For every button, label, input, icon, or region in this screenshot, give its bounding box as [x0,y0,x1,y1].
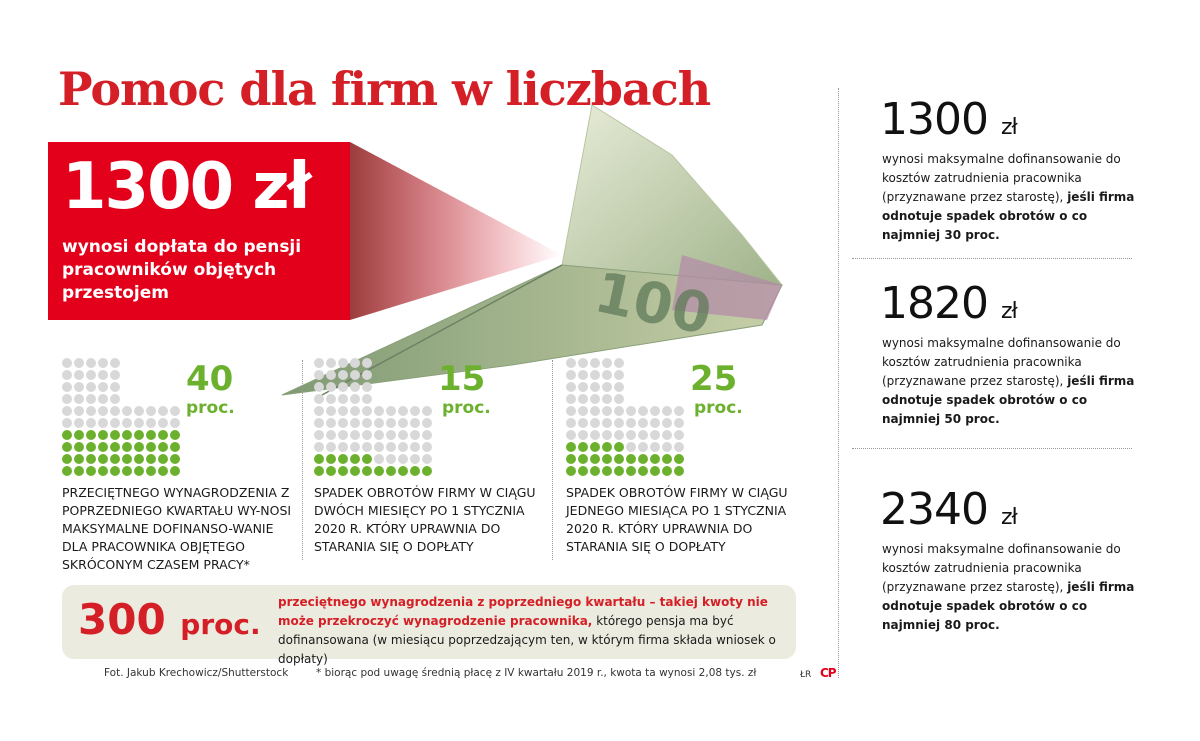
grid-dot [326,406,336,416]
grid-dot [626,406,636,416]
grid-dot [338,418,348,428]
grid-dot [62,466,72,476]
grid-dot [326,370,336,380]
grid-dot [338,382,348,392]
grid-dot [110,442,120,452]
grid-dot [626,430,636,440]
grid-dot [614,394,624,404]
grid-dot [362,406,372,416]
grid-dot [566,406,576,416]
grid-dot [122,442,132,452]
grid-dot [122,430,132,440]
grid-dot [386,442,396,452]
grid-dot [566,454,576,464]
grid-dot [602,382,612,392]
grid-dot [410,406,420,416]
grid-dot [326,442,336,452]
grid-dot [674,454,684,464]
grid-dot [602,466,612,476]
grid-dot [338,466,348,476]
grid-dot [338,442,348,452]
grid-dot [602,442,612,452]
bottom-unit: proc. [180,608,261,641]
divider [302,360,303,560]
grid-dot [350,406,360,416]
grid-dot [626,466,636,476]
grid-dot [590,358,600,368]
grid-dot [566,382,576,392]
grid-dot [626,442,636,452]
grid-dot [422,406,432,416]
grid-dot [386,430,396,440]
grid-dot [566,442,576,452]
grid-dot [578,394,588,404]
grid-dot [590,406,600,416]
grid-dot [314,406,324,416]
grid-dot [314,430,324,440]
right-description [882,150,1142,245]
grid-dot [614,442,624,452]
grid-dot [650,418,660,428]
grid-dot [326,466,336,476]
grid-dot [662,418,672,428]
grid-dot [614,370,624,380]
grid-dot [350,370,360,380]
hero-amount: 1300 zł [62,150,310,224]
grid-dot [638,466,648,476]
grid-dot [602,454,612,464]
grid-dot [86,358,96,368]
grid-dot [74,466,84,476]
grid-dot [338,430,348,440]
grid-dot [350,358,360,368]
grid-dot [134,418,144,428]
grid-dot [638,406,648,416]
grid-dot [602,430,612,440]
grid-dot [626,454,636,464]
grid-dot [74,430,84,440]
grid-dot [326,358,336,368]
grid-dot [98,442,108,452]
bottom-highlight: przeciętnego wynagrodzenia z poprzedniego kwartału – takiej kwoty nie może przekroczyć wynagrodzenie pracownika, [278,595,768,628]
stat-unit: proc. [442,398,491,418]
grid-dot [86,394,96,404]
grid-dot [614,418,624,428]
banknote-digits: 100 [589,260,717,349]
desc-plain: wynosi maksymalne dofinansowanie do kosztów zatrudnienia pracownika (przyznawane przez starostę), [882,152,1121,204]
footnote: * biorąc pod uwagę średnią płacę z IV kwartału 2019 r., kwota ta wynosi 2,08 tys. zł [316,667,757,679]
grid-dot [74,406,84,416]
grid-dot [674,466,684,476]
grid-dot [578,442,588,452]
grid-dot [62,394,72,404]
stat-unit: proc. [694,398,743,418]
grid-dot [614,466,624,476]
grid-dot [314,370,324,380]
grid-dot [326,454,336,464]
grid-dot [386,454,396,464]
grid-dot [386,418,396,428]
divider [852,448,1132,449]
grid-dot [170,430,180,440]
grid-dot [638,454,648,464]
grid-dot [314,442,324,452]
grid-dot [602,358,612,368]
grid-dot [146,418,156,428]
grid-dot [578,466,588,476]
right-amount [880,94,1017,145]
grid-dot [590,394,600,404]
grid-dot [326,382,336,392]
grid-dot [422,454,432,464]
grid-dot [410,454,420,464]
grid-dot [386,406,396,416]
grid-dot [662,442,672,452]
amount-value: 1300 [880,94,988,145]
stat-value: 40 [186,359,234,399]
grid-dot [110,394,120,404]
grid-dot [362,394,372,404]
grid-dot [134,430,144,440]
grid-dot [110,418,120,428]
grid-dot [566,394,576,404]
bottom-percentage [78,595,261,644]
grid-dot [158,418,168,428]
stat-value: 15 [438,359,486,399]
grid-dot [86,466,96,476]
grid-dot [98,370,108,380]
bottom-rest: którego pensja ma być dofinansowana (w miesiącu poprzedzającym ten, w którym firma składa wniosek o dopłaty) [278,614,776,666]
grid-dot [110,454,120,464]
grid-dot [590,442,600,452]
grid-dot [62,442,72,452]
grid-dot [98,430,108,440]
grid-dot [110,358,120,368]
grid-dot [74,418,84,428]
grid-dot [74,370,84,380]
grid-dot [374,442,384,452]
divider [852,258,1132,259]
grid-dot [638,442,648,452]
grid-dot [650,430,660,440]
grid-dot [350,454,360,464]
grid-dot [602,418,612,428]
grid-dot [110,406,120,416]
grid-dot [314,418,324,428]
grid-dot [578,406,588,416]
grid-dot [98,382,108,392]
grid-dot [62,454,72,464]
grid-dot [638,418,648,428]
grid-dot [146,454,156,464]
grid-dot [74,358,84,368]
grid-dot [338,358,348,368]
grid-dot [362,382,372,392]
grid-dot [74,394,84,404]
grid-dot [422,466,432,476]
grid-dot [614,430,624,440]
right-amount [880,278,1017,329]
grid-dot [590,382,600,392]
grid-dot [626,418,636,428]
grid-dot [170,442,180,452]
stat-value: 25 [690,359,738,399]
desc-bold: jeśli firma odnotuje spadek obrotów o co najmniej 30 proc. [882,190,1135,242]
grid-dot [386,466,396,476]
grid-dot [410,430,420,440]
grid-dot [146,466,156,476]
grid-dot [98,466,108,476]
grid-dot [170,406,180,416]
grid-dot [638,430,648,440]
grid-dot [662,406,672,416]
divider [552,360,553,560]
grid-dot [566,466,576,476]
grid-dot [602,394,612,404]
grid-dot [674,406,684,416]
grid-dot [134,406,144,416]
grid-dot [74,454,84,464]
grid-dot [314,466,324,476]
bottom-info-box [62,585,796,666]
grid-dot [170,418,180,428]
grid-dot [362,454,372,464]
grid-dot [662,454,672,464]
grid-dot [374,466,384,476]
grid-dot [146,442,156,452]
grid-dot [362,466,372,476]
grid-dot [86,430,96,440]
stat-unit: proc. [186,398,235,418]
cp-logo-icon: CP [820,666,836,680]
grid-dot [650,454,660,464]
grid-dot [566,430,576,440]
grid-dot [74,442,84,452]
amount-value: 2340 [880,484,988,535]
grid-dot [398,442,408,452]
grid-dot [122,406,132,416]
grid-dot [98,394,108,404]
grid-dot [350,394,360,404]
amount-unit: zł [1000,505,1017,530]
grid-dot [146,430,156,440]
grid-dot [338,394,348,404]
desc-bold: jeśli firma odnotuje spadek obrotów o co najmniej 50 proc. [882,374,1135,426]
grid-dot [74,382,84,392]
grid-dot [350,418,360,428]
grid-dot [110,466,120,476]
grid-dot [398,406,408,416]
grid-dot [374,454,384,464]
grid-dot [362,442,372,452]
grid-dot [410,418,420,428]
grid-dot [650,406,660,416]
grid-dot [350,382,360,392]
stat-description: PRZECIĘTNEGO WYNAGRODZENIA Z POPRZEDNIEGO KWARTAŁU WY-NOSI MAKSYMALNE DOFINANSO-WANIE DLA PRACOWNIKA OBJĘTEGO SKRÓCONYM CZASEM PRACY* [62,485,292,572]
grid-dot [86,418,96,428]
grid-dot [170,466,180,476]
grid-dot [374,430,384,440]
grid-dot [602,370,612,380]
right-amount [880,484,1017,535]
stat-description: SPADEK OBROTÓW FIRMY W CIĄGU JEDNEGO MIESIĄCA PO 1 STYCZNIA 2020 R. KTÓRY UPRAWNIA DO STARANIA SIĘ O DOPŁATY [566,485,788,554]
grid-dot [110,370,120,380]
grid-dot [86,454,96,464]
grid-dot [410,442,420,452]
grid-dot [62,358,72,368]
grid-dot [326,430,336,440]
desc-plain: wynosi maksymalne dofinansowanie do kosztów zatrudnienia pracownika (przyznawane przez starostę), [882,542,1121,594]
grid-dot [578,418,588,428]
desc-bold: jeśli firma odnotuje spadek obrotów o co najmniej 80 proc. [882,580,1135,632]
hero-description: wynosi dopłata do pensji pracowników objętych przestojem [62,237,302,303]
grid-dot [422,418,432,428]
amount-unit: zł [1000,115,1017,140]
grid-dot [314,454,324,464]
grid-dot [578,358,588,368]
desc-plain: wynosi maksymalne dofinansowanie do kosztów zatrudnienia pracownika (przyznawane przez starostę), [882,336,1121,388]
grid-dot [590,430,600,440]
grid-dot [578,382,588,392]
grid-dot [350,466,360,476]
grid-dot [62,382,72,392]
grid-dot [674,442,684,452]
grid-dot [614,358,624,368]
grid-dot [86,406,96,416]
amount-unit: zł [1000,299,1017,324]
divider [838,88,839,678]
grid-dot [362,418,372,428]
grid-dot [62,406,72,416]
grid-dot [578,370,588,380]
grid-dot [398,418,408,428]
grid-dot [578,454,588,464]
grid-dot [398,454,408,464]
grid-dot [158,430,168,440]
grid-dot [590,418,600,428]
grid-dot [602,406,612,416]
grid-dot [134,466,144,476]
amount-value: 1820 [880,278,988,329]
grid-dot [590,370,600,380]
grid-dot [86,442,96,452]
grid-dot [362,430,372,440]
right-description [882,334,1142,429]
bottom-number: 300 [78,595,166,644]
grid-dot [398,430,408,440]
grid-dot [122,454,132,464]
photo-credit: Fot. Jakub Krechowicz/Shutterstock [104,667,289,679]
grid-dot [134,442,144,452]
grid-dot [566,418,576,428]
grid-dot [614,406,624,416]
grid-dot [98,358,108,368]
grid-dot [338,370,348,380]
grid-dot [134,454,144,464]
grid-dot [158,442,168,452]
grid-dot [122,418,132,428]
grid-dot [398,466,408,476]
grid-dot [590,454,600,464]
grid-dot [650,442,660,452]
grid-dot [614,382,624,392]
grid-dot [578,430,588,440]
grid-dot [566,358,576,368]
grid-dot [338,454,348,464]
grid-dot [374,418,384,428]
grid-dot [86,370,96,380]
grid-dot [338,406,348,416]
grid-dot [146,406,156,416]
grid-dot [110,382,120,392]
grid-dot [98,454,108,464]
grid-dot [590,466,600,476]
grid-dot [350,442,360,452]
grid-dot [422,442,432,452]
grid-dot [122,466,132,476]
grid-dot [62,370,72,380]
grid-dot [158,406,168,416]
grid-dot [566,370,576,380]
grid-dot [62,418,72,428]
grid-dot [86,382,96,392]
grid-dot [326,394,336,404]
grid-dot [62,430,72,440]
grid-dot [158,466,168,476]
grid-dot [326,418,336,428]
page-title: Pomoc dla firm w liczbach [58,62,711,116]
bottom-description [278,593,790,669]
grid-dot [350,430,360,440]
grid-dot [110,430,120,440]
grid-dot [674,430,684,440]
author-initials: ŁR [800,670,812,680]
grid-dot [170,454,180,464]
grid-dot [650,466,660,476]
grid-dot [662,430,672,440]
grid-dot [314,358,324,368]
grid-dot [674,418,684,428]
grid-dot [98,406,108,416]
grid-dot [614,454,624,464]
grid-dot [362,370,372,380]
grid-dot [410,466,420,476]
grid-dot [314,382,324,392]
right-description [882,540,1142,635]
grid-dot [374,406,384,416]
grid-dot [662,466,672,476]
grid-dot [158,454,168,464]
stat-description: SPADEK OBROTÓW FIRMY W CIĄGU DWÓCH MIESIĘCY PO 1 STYCZNIA 2020 R. KTÓRY UPRAWNIA DO STARANIA SIĘ O DOPŁATY [314,485,536,554]
grid-dot [422,430,432,440]
grid-dot [314,394,324,404]
grid-dot [98,418,108,428]
grid-dot [362,358,372,368]
